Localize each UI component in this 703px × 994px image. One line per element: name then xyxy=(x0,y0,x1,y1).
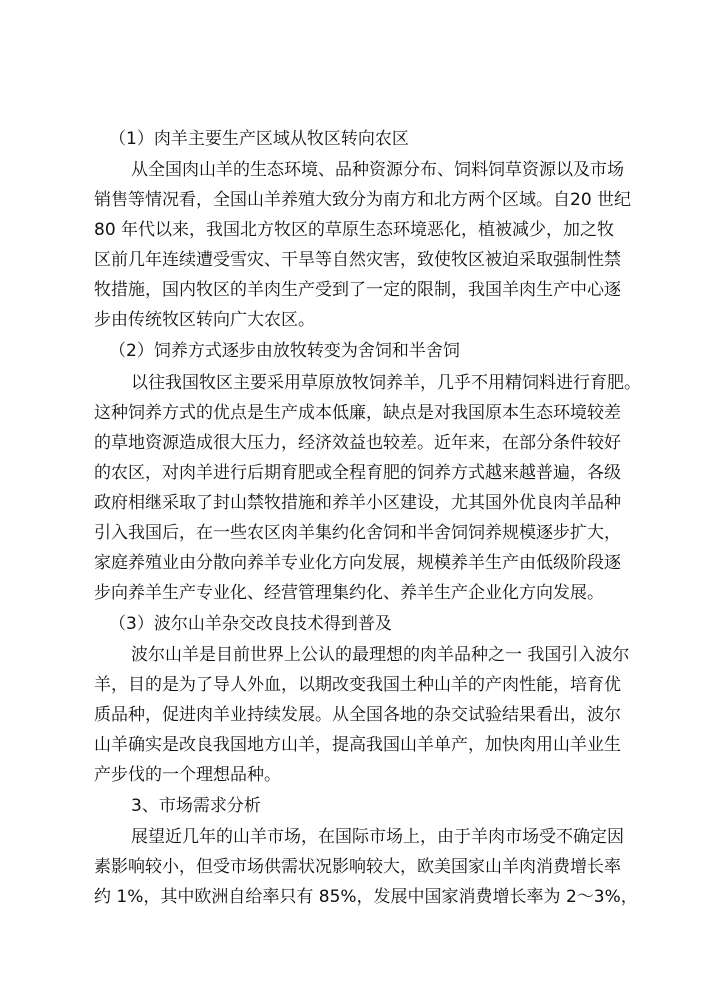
paragraph-line: 以往我国牧区主要采用草原放牧饲养羊，几乎不用精饲料进行育肥。 xyxy=(131,373,641,393)
paragraph-line: 的农区，对肉羊进行后期育肥或全程育肥的饲养方式越来越普遍，各级 xyxy=(94,463,621,483)
paragraph-line: 的草地资源造成很大压力，经济效益也较差。近年来，在部分条件较好 xyxy=(94,433,621,453)
paragraph-line: 素影响较小，但受市场供需状况影响较大，欧美国家山羊肉消费增长率 xyxy=(94,857,621,877)
paragraph-line: 产步伐的一个理想品种。 xyxy=(94,765,281,785)
paragraph-line: 牧措施，国内牧区的羊肉生产受到了一定的限制，我国羊肉生产中心逐 xyxy=(94,280,621,300)
paragraph-line: 区前几年连续遭受雪灾、干旱等自然灾害，致使牧区被迫采取强制性禁 xyxy=(94,250,621,270)
paragraph-line: 政府相继采取了封山禁牧措施和养羊小区建设，尤其国外优良肉羊品种 xyxy=(94,493,621,513)
paragraph-line: 羊，目的是为了导人外血，以期改变我国土种山羊的产肉性能，培育优 xyxy=(94,675,621,695)
paragraph-line: 山羊确实是改良我国地方山羊，提高我国山羊单产，加快肉用山羊业生 xyxy=(94,735,621,755)
paragraph-line: 从全国肉山羊的生态环境、品种资源分布、饲料饲草资源以及市场 xyxy=(131,160,624,180)
paragraph-line: 步向养羊生产专业化、经营管理集约化、养羊生产企业化方向发展。 xyxy=(94,583,604,603)
paragraph-line: 步由传统牧区转向广大农区。 xyxy=(94,310,315,330)
paragraph-line: 80 年代以来，我国北方牧区的草原生态环境恶化，植被减少，加之牧 xyxy=(94,220,615,240)
paragraph-line: 约 1%，其中欧洲自给率只有 85%，发展中国家消费增长率为 2～3%， xyxy=(94,887,638,907)
paragraph-line: 波尔山羊是目前世界上公认的最理想的肉羊品种之一 我国引入波尔 xyxy=(131,645,630,665)
paragraph-line: 这种饲养方式的优点是生产成本低廉，缺点是对我国原本生态环境较差 xyxy=(94,403,621,423)
paragraph-line: 家庭养殖业由分散向养羊专业化方向发展，规模养羊生产由低级阶段逐 xyxy=(94,553,621,573)
paragraph-line: 引入我国后，在一些农区肉羊集约化舍饲和半舍饲饲养规模逐步扩大， xyxy=(94,523,621,543)
paragraph-line: 质品种，促进肉羊业持续发展。从全国各地的杂交试验结果看出，波尔 xyxy=(94,705,621,725)
heading-section-1: （1）肉羊主要生产区域从牧区转向农区 xyxy=(109,129,409,149)
heading-market-analysis: 3、市场需求分析 xyxy=(131,796,261,816)
paragraph-line: 展望近几年的山羊市场，在国际市场上，由于羊肉市场受不确定因 xyxy=(131,827,624,847)
heading-section-2: （2）饲养方式逐步由放牧转变为舍饲和半舍饲 xyxy=(109,341,460,361)
heading-section-3: （3）波尔山羊杂交改良技术得到普及 xyxy=(109,614,392,634)
paragraph-line: 销售等情况看，全国山羊养殖大致分为南方和北方两个区域。自20 世纪 xyxy=(94,190,632,210)
